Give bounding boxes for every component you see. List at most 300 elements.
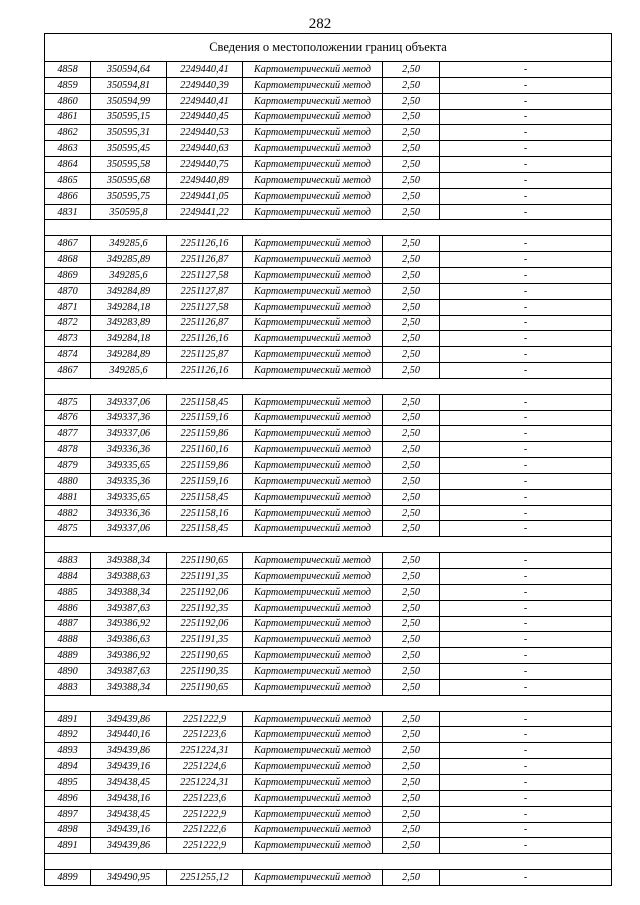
point-number-cell: 4862 [45, 125, 91, 141]
description-cell: - [440, 806, 612, 822]
y-coordinate-cell: 2251158,45 [167, 489, 243, 505]
table-row [45, 774, 612, 790]
accuracy-cell: 2,50 [383, 521, 440, 537]
description-cell: - [440, 711, 612, 727]
accuracy-cell: 2,50 [383, 505, 440, 521]
method-cell: Картометрический метод [243, 236, 383, 252]
table-row [45, 188, 612, 204]
accuracy-cell: 2,50 [383, 410, 440, 426]
y-coordinate-cell: 2251224,31 [167, 774, 243, 790]
point-number-cell: 4885 [45, 584, 91, 600]
x-coordinate-cell: 349439,86 [91, 711, 167, 727]
method-cell: Картометрический метод [243, 125, 383, 141]
table-row [45, 204, 612, 220]
table-row [45, 521, 612, 537]
description-cell: - [440, 109, 612, 125]
x-coordinate-cell: 349285,6 [91, 236, 167, 252]
accuracy-cell: 2,50 [383, 838, 440, 854]
group-separator-cell [45, 220, 612, 236]
method-cell: Картометрический метод [243, 77, 383, 93]
table-row [45, 743, 612, 759]
table-row [45, 283, 612, 299]
description-cell: - [440, 790, 612, 806]
description-cell: - [440, 157, 612, 173]
x-coordinate-cell: 349284,89 [91, 283, 167, 299]
method-cell: Картометрический метод [243, 62, 383, 78]
table-row [45, 109, 612, 125]
description-cell: - [440, 489, 612, 505]
x-coordinate-cell: 349337,06 [91, 394, 167, 410]
y-coordinate-cell: 2251159,86 [167, 426, 243, 442]
accuracy-cell: 2,50 [383, 109, 440, 125]
point-number-cell: 4871 [45, 299, 91, 315]
description-cell: - [440, 204, 612, 220]
method-cell: Картометрический метод [243, 473, 383, 489]
point-number-cell: 4866 [45, 188, 91, 204]
description-cell: - [440, 93, 612, 109]
description-cell: - [440, 172, 612, 188]
point-number-cell: 4886 [45, 600, 91, 616]
table-row [45, 363, 612, 379]
point-number-cell: 4891 [45, 838, 91, 854]
method-cell: Картометрический метод [243, 315, 383, 331]
group-separator-row [45, 854, 612, 870]
description-cell: - [440, 62, 612, 78]
method-cell: Картометрический метод [243, 648, 383, 664]
point-number-cell: 4896 [45, 790, 91, 806]
x-coordinate-cell: 349335,65 [91, 489, 167, 505]
description-cell: - [440, 141, 612, 157]
accuracy-cell: 2,50 [383, 141, 440, 157]
description-cell: - [440, 363, 612, 379]
table-row [45, 315, 612, 331]
table-row [45, 806, 612, 822]
x-coordinate-cell: 350595,15 [91, 109, 167, 125]
table-row [45, 822, 612, 838]
y-coordinate-cell: 2251192,35 [167, 600, 243, 616]
x-coordinate-cell: 349388,63 [91, 569, 167, 585]
method-cell: Картометрический метод [243, 759, 383, 775]
y-coordinate-cell: 2251158,16 [167, 505, 243, 521]
table-row [45, 790, 612, 806]
description-cell: - [440, 188, 612, 204]
table-row [45, 473, 612, 489]
x-coordinate-cell: 350595,31 [91, 125, 167, 141]
accuracy-cell: 2,50 [383, 584, 440, 600]
accuracy-cell: 2,50 [383, 204, 440, 220]
point-number-cell: 4865 [45, 172, 91, 188]
y-coordinate-cell: 2251190,65 [167, 679, 243, 695]
point-number-cell: 4891 [45, 711, 91, 727]
method-cell: Картометрический метод [243, 172, 383, 188]
x-coordinate-cell: 349285,6 [91, 267, 167, 283]
method-cell: Картометрический метод [243, 267, 383, 283]
x-coordinate-cell: 349336,36 [91, 505, 167, 521]
method-cell: Картометрический метод [243, 632, 383, 648]
accuracy-cell: 2,50 [383, 394, 440, 410]
y-coordinate-cell: 2249440,39 [167, 77, 243, 93]
accuracy-cell: 2,50 [383, 331, 440, 347]
page-number: 282 [308, 16, 332, 32]
x-coordinate-cell: 349387,63 [91, 600, 167, 616]
y-coordinate-cell: 2251191,35 [167, 569, 243, 585]
description-cell: - [440, 410, 612, 426]
y-coordinate-cell: 2251222,9 [167, 711, 243, 727]
x-coordinate-cell: 349336,36 [91, 442, 167, 458]
x-coordinate-cell: 350595,45 [91, 141, 167, 157]
point-number-cell: 4898 [45, 822, 91, 838]
description-cell: - [440, 664, 612, 680]
group-separator-row [45, 378, 612, 394]
x-coordinate-cell: 349439,16 [91, 759, 167, 775]
accuracy-cell: 2,50 [383, 616, 440, 632]
method-cell: Картометрический метод [243, 553, 383, 569]
description-cell: - [440, 553, 612, 569]
accuracy-cell: 2,50 [383, 236, 440, 252]
method-cell: Картометрический метод [243, 283, 383, 299]
method-cell: Картометрический метод [243, 679, 383, 695]
point-number-cell: 4878 [45, 442, 91, 458]
y-coordinate-cell: 2251223,6 [167, 790, 243, 806]
accuracy-cell: 2,50 [383, 125, 440, 141]
table-row [45, 711, 612, 727]
description-cell: - [440, 299, 612, 315]
x-coordinate-cell: 350594,99 [91, 93, 167, 109]
description-cell: - [440, 632, 612, 648]
table-row [45, 505, 612, 521]
accuracy-cell: 2,50 [383, 299, 440, 315]
point-number-cell: 4867 [45, 236, 91, 252]
method-cell: Картометрический метод [243, 252, 383, 268]
table-title: Сведения о местоположении границ объекта [45, 34, 612, 62]
group-separator-cell [45, 378, 612, 394]
y-coordinate-cell: 2251126,87 [167, 315, 243, 331]
y-coordinate-cell: 2251126,16 [167, 363, 243, 379]
point-number-cell: 4890 [45, 664, 91, 680]
point-number-cell: 4899 [45, 870, 91, 886]
group-separator-row [45, 695, 612, 711]
accuracy-cell: 2,50 [383, 188, 440, 204]
accuracy-cell: 2,50 [383, 62, 440, 78]
point-number-cell: 4882 [45, 505, 91, 521]
x-coordinate-cell: 349388,34 [91, 679, 167, 695]
y-coordinate-cell: 2249441,22 [167, 204, 243, 220]
description-cell: - [440, 774, 612, 790]
y-coordinate-cell: 2251222,9 [167, 838, 243, 854]
point-number-cell: 4883 [45, 679, 91, 695]
group-separator-row [45, 537, 612, 553]
y-coordinate-cell: 2249440,53 [167, 125, 243, 141]
method-cell: Картометрический метод [243, 347, 383, 363]
table-row [45, 600, 612, 616]
point-number-cell: 4887 [45, 616, 91, 632]
point-number-cell: 4867 [45, 363, 91, 379]
y-coordinate-cell: 2251159,16 [167, 410, 243, 426]
method-cell: Картометрический метод [243, 141, 383, 157]
description-cell: - [440, 616, 612, 632]
x-coordinate-cell: 349335,36 [91, 473, 167, 489]
point-number-cell: 4831 [45, 204, 91, 220]
accuracy-cell: 2,50 [383, 727, 440, 743]
method-cell: Картометрический метод [243, 331, 383, 347]
description-cell: - [440, 394, 612, 410]
table-row [45, 347, 612, 363]
x-coordinate-cell: 349386,92 [91, 616, 167, 632]
table-row [45, 331, 612, 347]
accuracy-cell: 2,50 [383, 426, 440, 442]
x-coordinate-cell: 349388,34 [91, 553, 167, 569]
table-row [45, 616, 612, 632]
method-cell: Картометрический метод [243, 505, 383, 521]
group-separator-cell [45, 695, 612, 711]
x-coordinate-cell: 349439,86 [91, 743, 167, 759]
accuracy-cell: 2,50 [383, 473, 440, 489]
point-number-cell: 4860 [45, 93, 91, 109]
x-coordinate-cell: 350595,58 [91, 157, 167, 173]
description-cell: - [440, 870, 612, 886]
description-cell: - [440, 679, 612, 695]
method-cell: Картометрический метод [243, 93, 383, 109]
x-coordinate-cell: 349388,34 [91, 584, 167, 600]
accuracy-cell: 2,50 [383, 77, 440, 93]
method-cell: Картометрический метод [243, 157, 383, 173]
x-coordinate-cell: 349490,95 [91, 870, 167, 886]
table-row [45, 442, 612, 458]
description-cell: - [440, 426, 612, 442]
table-row [45, 870, 612, 886]
y-coordinate-cell: 2249440,41 [167, 62, 243, 78]
table-row [45, 267, 612, 283]
y-coordinate-cell: 2251191,35 [167, 632, 243, 648]
point-number-cell: 4892 [45, 727, 91, 743]
accuracy-cell: 2,50 [383, 267, 440, 283]
table-row [45, 584, 612, 600]
y-coordinate-cell: 2251255,12 [167, 870, 243, 886]
table-row [45, 553, 612, 569]
y-coordinate-cell: 2251158,45 [167, 394, 243, 410]
table-row [45, 157, 612, 173]
accuracy-cell: 2,50 [383, 553, 440, 569]
method-cell: Картометрический метод [243, 664, 383, 680]
y-coordinate-cell: 2251223,6 [167, 727, 243, 743]
description-cell: - [440, 569, 612, 585]
method-cell: Картометрический метод [243, 188, 383, 204]
point-number-cell: 4874 [45, 347, 91, 363]
point-number-cell: 4864 [45, 157, 91, 173]
method-cell: Картометрический метод [243, 109, 383, 125]
table-row [45, 838, 612, 854]
x-coordinate-cell: 349439,16 [91, 822, 167, 838]
accuracy-cell: 2,50 [383, 347, 440, 363]
table-row [45, 141, 612, 157]
x-coordinate-cell: 349386,63 [91, 632, 167, 648]
table-row [45, 679, 612, 695]
point-number-cell: 4894 [45, 759, 91, 775]
table-row [45, 77, 612, 93]
point-number-cell: 4884 [45, 569, 91, 585]
description-cell: - [440, 347, 612, 363]
y-coordinate-cell: 2251222,6 [167, 822, 243, 838]
method-cell: Картометрический метод [243, 822, 383, 838]
table-row [45, 172, 612, 188]
x-coordinate-cell: 349335,65 [91, 458, 167, 474]
description-cell: - [440, 648, 612, 664]
point-number-cell: 4888 [45, 632, 91, 648]
description-cell: - [440, 584, 612, 600]
point-number-cell: 4873 [45, 331, 91, 347]
group-separator-row [45, 220, 612, 236]
method-cell: Картометрический метод [243, 711, 383, 727]
accuracy-cell: 2,50 [383, 711, 440, 727]
y-coordinate-cell: 2251127,58 [167, 299, 243, 315]
x-coordinate-cell: 349337,06 [91, 521, 167, 537]
description-cell: - [440, 125, 612, 141]
point-number-cell: 4859 [45, 77, 91, 93]
y-coordinate-cell: 2249440,41 [167, 93, 243, 109]
accuracy-cell: 2,50 [383, 648, 440, 664]
x-coordinate-cell: 349284,18 [91, 299, 167, 315]
accuracy-cell: 2,50 [383, 458, 440, 474]
point-number-cell: 4870 [45, 283, 91, 299]
method-cell: Картометрический метод [243, 442, 383, 458]
method-cell: Картометрический метод [243, 569, 383, 585]
description-cell: - [440, 838, 612, 854]
y-coordinate-cell: 2251159,16 [167, 473, 243, 489]
point-number-cell: 4879 [45, 458, 91, 474]
table-row [45, 394, 612, 410]
y-coordinate-cell: 2251127,87 [167, 283, 243, 299]
method-cell: Картометрический метод [243, 616, 383, 632]
accuracy-cell: 2,50 [383, 632, 440, 648]
x-coordinate-cell: 350595,68 [91, 172, 167, 188]
x-coordinate-cell: 349438,16 [91, 790, 167, 806]
description-cell: - [440, 283, 612, 299]
y-coordinate-cell: 2251192,06 [167, 616, 243, 632]
table-row [45, 489, 612, 505]
y-coordinate-cell: 2251190,65 [167, 648, 243, 664]
y-coordinate-cell: 2251125,87 [167, 347, 243, 363]
accuracy-cell: 2,50 [383, 774, 440, 790]
y-coordinate-cell: 2251190,35 [167, 664, 243, 680]
point-number-cell: 4883 [45, 553, 91, 569]
x-coordinate-cell: 350594,64 [91, 62, 167, 78]
point-number-cell: 4875 [45, 521, 91, 537]
table-row [45, 236, 612, 252]
accuracy-cell: 2,50 [383, 600, 440, 616]
accuracy-cell: 2,50 [383, 743, 440, 759]
table-title-row [45, 34, 612, 62]
point-number-cell: 4868 [45, 252, 91, 268]
x-coordinate-cell: 349439,86 [91, 838, 167, 854]
accuracy-cell: 2,50 [383, 315, 440, 331]
group-separator-cell [45, 537, 612, 553]
description-cell: - [440, 315, 612, 331]
boundary-table [44, 33, 612, 886]
y-coordinate-cell: 2249440,89 [167, 172, 243, 188]
x-coordinate-cell: 349284,18 [91, 331, 167, 347]
method-cell: Картометрический метод [243, 426, 383, 442]
accuracy-cell: 2,50 [383, 489, 440, 505]
accuracy-cell: 2,50 [383, 442, 440, 458]
accuracy-cell: 2,50 [383, 569, 440, 585]
x-coordinate-cell: 350595,75 [91, 188, 167, 204]
y-coordinate-cell: 2251224,31 [167, 743, 243, 759]
point-number-cell: 4895 [45, 774, 91, 790]
group-separator-cell [45, 854, 612, 870]
description-cell: - [440, 521, 612, 537]
description-cell: - [440, 77, 612, 93]
table-row [45, 664, 612, 680]
point-number-cell: 4876 [45, 410, 91, 426]
point-number-cell: 4880 [45, 473, 91, 489]
y-coordinate-cell: 2249441,05 [167, 188, 243, 204]
x-coordinate-cell: 350595,8 [91, 204, 167, 220]
x-coordinate-cell: 349284,89 [91, 347, 167, 363]
point-number-cell: 4861 [45, 109, 91, 125]
y-coordinate-cell: 2251126,87 [167, 252, 243, 268]
table-row [45, 299, 612, 315]
table-row [45, 93, 612, 109]
accuracy-cell: 2,50 [383, 172, 440, 188]
description-cell: - [440, 473, 612, 489]
point-number-cell: 4881 [45, 489, 91, 505]
description-cell: - [440, 822, 612, 838]
accuracy-cell: 2,50 [383, 679, 440, 695]
method-cell: Картометрический метод [243, 870, 383, 886]
table-row [45, 648, 612, 664]
method-cell: Картометрический метод [243, 489, 383, 505]
x-coordinate-cell: 349440,16 [91, 727, 167, 743]
accuracy-cell: 2,50 [383, 93, 440, 109]
description-cell: - [440, 267, 612, 283]
method-cell: Картометрический метод [243, 299, 383, 315]
y-coordinate-cell: 2251158,45 [167, 521, 243, 537]
point-number-cell: 4872 [45, 315, 91, 331]
method-cell: Картометрический метод [243, 584, 383, 600]
x-coordinate-cell: 349387,63 [91, 664, 167, 680]
x-coordinate-cell: 349285,89 [91, 252, 167, 268]
accuracy-cell: 2,50 [383, 759, 440, 775]
y-coordinate-cell: 2251222,9 [167, 806, 243, 822]
method-cell: Картометрический метод [243, 600, 383, 616]
method-cell: Картометрический метод [243, 521, 383, 537]
x-coordinate-cell: 349337,36 [91, 410, 167, 426]
table-row [45, 569, 612, 585]
method-cell: Картометрический метод [243, 774, 383, 790]
x-coordinate-cell: 350594,81 [91, 77, 167, 93]
x-coordinate-cell: 349438,45 [91, 774, 167, 790]
y-coordinate-cell: 2251126,16 [167, 331, 243, 347]
method-cell: Картометрический метод [243, 806, 383, 822]
description-cell: - [440, 600, 612, 616]
table-row [45, 727, 612, 743]
point-number-cell: 4877 [45, 426, 91, 442]
x-coordinate-cell: 349386,92 [91, 648, 167, 664]
method-cell: Картометрический метод [243, 727, 383, 743]
table-row [45, 62, 612, 78]
x-coordinate-cell: 349285,6 [91, 363, 167, 379]
point-number-cell: 4889 [45, 648, 91, 664]
point-number-cell: 4893 [45, 743, 91, 759]
y-coordinate-cell: 2251190,65 [167, 553, 243, 569]
method-cell: Картометрический метод [243, 410, 383, 426]
description-cell: - [440, 252, 612, 268]
description-cell: - [440, 505, 612, 521]
method-cell: Картометрический метод [243, 743, 383, 759]
y-coordinate-cell: 2251224,6 [167, 759, 243, 775]
description-cell: - [440, 458, 612, 474]
accuracy-cell: 2,50 [383, 283, 440, 299]
